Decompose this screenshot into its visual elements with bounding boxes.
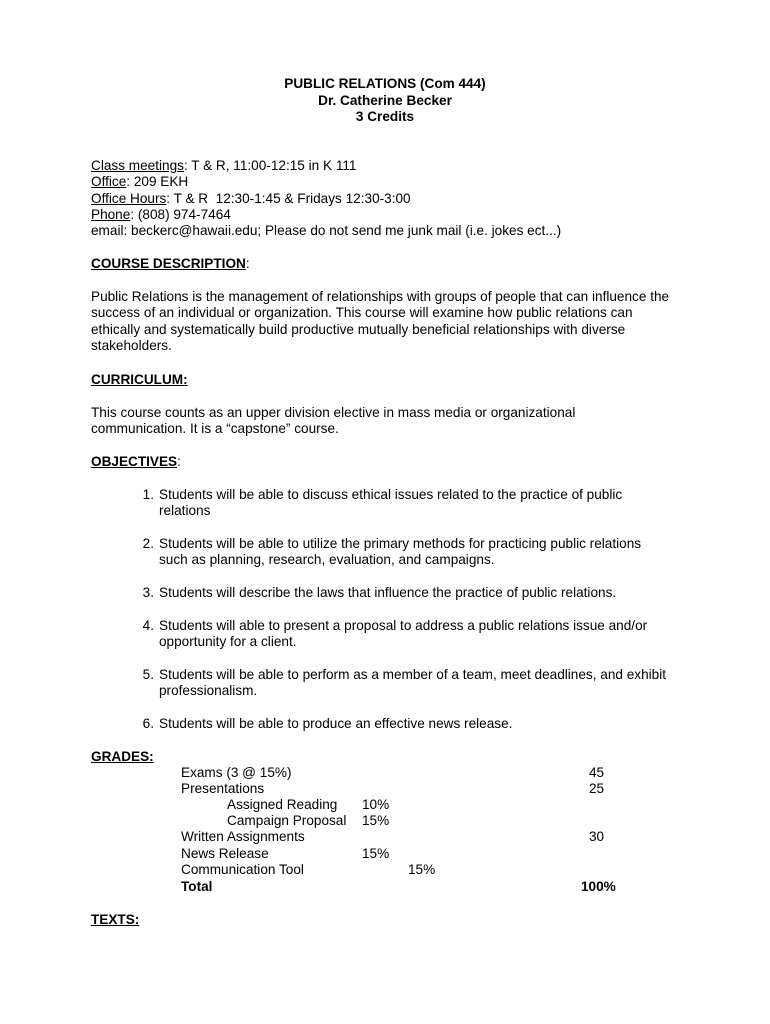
grade-label: Exams (3 @ 15%) — [181, 765, 292, 780]
grade-sub-percent: 10% — [362, 797, 390, 812]
objective-number: 6. — [142, 716, 154, 731]
objectives-heading-line — [91, 454, 181, 470]
grade-sub-percent: 15% — [362, 813, 390, 828]
office-label: Office — [91, 174, 127, 189]
course-description-heading: COURSE DESCRIPTION — [91, 256, 246, 271]
office-value: : 209 EKH — [126, 174, 189, 189]
course-description-text: Public Relations is the management of relationships with groups of people that can influence the success of an individual or organization. This course will examine how public relations can ethically and systematically build productive mutually beneficial relationships with diverse stakeholders. — [91, 289, 670, 353]
phone-line — [91, 207, 231, 223]
objective-item: Students will be able to utilize the primary methods for practicing public relations such as planning, research, evaluation, and campaigns. — [159, 536, 642, 568]
objective-number: 1. — [142, 487, 154, 502]
curriculum-heading: CURRICULUM: — [91, 372, 188, 387]
course-description-heading-line — [91, 256, 250, 272]
grade-far-percent: 15% — [408, 862, 436, 877]
grade-points: 30 — [589, 829, 605, 844]
objective-number: 2. — [142, 536, 154, 551]
objective-item: Students will be able to discuss ethical issues related to the practice of public relations — [159, 487, 623, 519]
course-description-colon: : — [245, 256, 250, 271]
objectives-heading: OBJECTIVES — [91, 454, 178, 469]
office-line — [91, 174, 188, 190]
objective-number: 3. — [142, 585, 154, 600]
office-hours-value: : T & R 12:30-1:45 & Fridays 12:30-3:00 — [166, 191, 411, 206]
objective-item: Students will be able to produce an effective news release. — [159, 716, 513, 731]
objective-item: Students will able to present a proposal to address a public relations issue and/or opportunity for a client. — [159, 618, 648, 650]
office-hours-label: Office Hours — [91, 191, 167, 206]
instructor-name: Dr. Catherine Becker — [318, 93, 452, 108]
objective-number: 4. — [142, 618, 154, 633]
grade-sub-label: Assigned Reading — [227, 797, 338, 812]
course-title: PUBLIC RELATIONS (Com 444) — [284, 76, 486, 91]
grade-total-label: Total — [181, 879, 213, 894]
phone-label: Phone — [91, 207, 131, 222]
objective-number: 5. — [142, 667, 154, 682]
credits: 3 Credits — [355, 109, 415, 124]
curriculum-text: This course counts as an upper division elective in mass media or organizational communication. It is a “capstone” course. — [91, 405, 576, 437]
objectives-colon: : — [177, 454, 181, 469]
grade-points: 45 — [589, 765, 605, 780]
grade-total-points: 100% — [581, 879, 616, 894]
grade-label: News Release — [181, 846, 269, 861]
objective-item: Students will be able to perform as a member of a team, meet deadlines, and exhibit professionalism. — [159, 667, 667, 699]
office-hours-line — [91, 191, 411, 207]
grade-label: Written Assignments — [181, 829, 305, 844]
grade-sub-label: Campaign Proposal — [227, 813, 347, 828]
grade-points: 25 — [589, 781, 605, 796]
class-meetings-line — [91, 158, 357, 174]
texts-heading: TEXTS: — [91, 912, 140, 927]
grades-heading: GRADES: — [91, 749, 154, 764]
grade-label: Communication Tool — [181, 862, 304, 877]
phone-value: : (808) 974-7464 — [130, 207, 231, 222]
class-meetings-value: : T & R, 11:00-12:15 in K 111 — [183, 158, 357, 173]
class-meetings-label: Class meetings — [91, 158, 184, 173]
grade-label: Presentations — [181, 781, 265, 796]
email-line: email: beckerc@hawaii.edu; Please do not send me junk mail (i.e. jokes ect...) — [91, 223, 562, 238]
grade-sub-percent: 15% — [362, 846, 390, 861]
objective-item: Students will describe the laws that influence the practice of public relations. — [159, 585, 617, 600]
